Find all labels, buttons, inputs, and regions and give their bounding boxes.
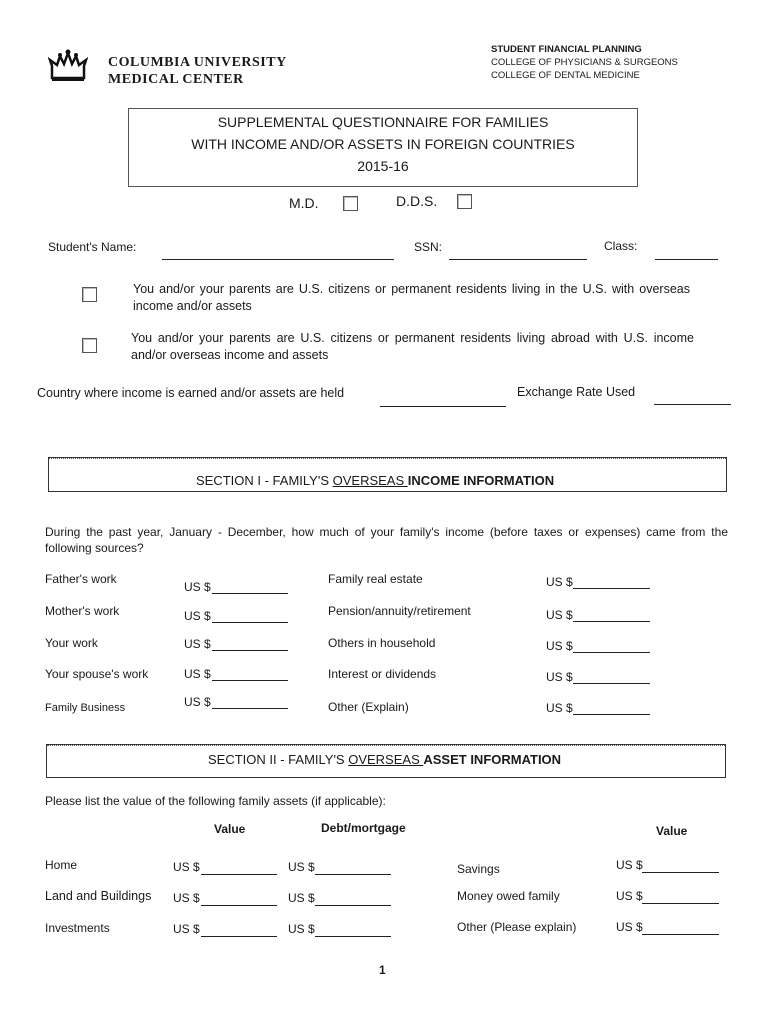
section-1-overseas: OVERSEAS — [332, 473, 408, 488]
currency-label: US $ — [546, 575, 573, 589]
md-checkbox[interactable] — [343, 196, 358, 211]
option-1-checkbox[interactable] — [82, 287, 97, 302]
value-header-2: Value — [656, 824, 688, 838]
country-label: Country where income is earned and/or assets are held — [37, 386, 345, 400]
option-2-text: You and/or your parents are U.S. citizens or permanent residents living abroad with U.S. income and/or overseas income and assets — [131, 331, 694, 362]
value-header: Value — [214, 822, 246, 836]
asset-value-field[interactable] — [201, 905, 277, 906]
income-label: Mother's work — [45, 604, 120, 618]
section-2-prefix: SECTION II - FAMILY'S — [208, 752, 349, 767]
currency-label: US $ — [616, 889, 643, 903]
asset-label: Home — [45, 858, 78, 872]
page-number: 1 — [379, 963, 386, 977]
section-2-bold: ASSET INFORMATION — [423, 752, 562, 767]
income-amount-field[interactable] — [573, 652, 650, 653]
section-1-bold: INCOME INFORMATION — [407, 473, 555, 488]
section-2-overseas: OVERSEAS — [348, 752, 424, 767]
currency-label: US $ — [184, 667, 211, 681]
income-amount-field[interactable] — [212, 593, 288, 594]
income-label: Father's work — [45, 572, 117, 586]
income-label: Interest or dividends — [328, 667, 437, 681]
currency-label: US $ — [184, 609, 211, 623]
country-field[interactable] — [380, 406, 506, 407]
student-name-field[interactable] — [162, 259, 394, 260]
logo-line-2: MEDICAL CENTER — [108, 72, 244, 87]
option-2-checkbox[interactable] — [82, 338, 97, 353]
currency-label: US $ — [546, 608, 573, 622]
currency-label: US $ — [616, 858, 643, 872]
office-name: STUDENT FINANCIAL PLANNING — [491, 44, 642, 55]
currency-label: US $ — [173, 860, 200, 874]
asset-value-field[interactable] — [201, 936, 277, 937]
section-1-title — [196, 473, 554, 488]
exchange-rate-label: Exchange Rate Used — [517, 385, 636, 399]
title-line-1: SUPPLEMENTAL QUESTIONNAIRE FOR FAMILIES — [217, 114, 549, 130]
currency-label: US $ — [184, 637, 211, 651]
class-field[interactable] — [655, 259, 718, 260]
currency-label: US $ — [173, 891, 200, 905]
income-amount-field[interactable] — [573, 683, 650, 684]
section-2-instruction: Please list the value of the following family assets (if applicable): — [45, 794, 386, 808]
title-box — [128, 108, 638, 187]
currency-label: US $ — [173, 922, 200, 936]
income-label: Your spouse's work — [45, 667, 149, 681]
income-label: Pension/annuity/retirement — [328, 604, 471, 618]
crown-icon — [48, 48, 88, 84]
college-2: COLLEGE OF DENTAL MEDICINE — [491, 70, 640, 81]
currency-label: US $ — [616, 920, 643, 934]
income-amount-field[interactable] — [212, 650, 288, 651]
income-label: Your work — [45, 636, 98, 650]
currency-label: US $ — [288, 860, 315, 874]
currency-label: US $ — [288, 922, 315, 936]
asset-debt-field[interactable] — [315, 905, 391, 906]
income-amount-field[interactable] — [212, 622, 288, 623]
columbia-crown-logo — [48, 48, 88, 84]
income-amount-field[interactable] — [573, 621, 650, 622]
title-line-3: 2015-16 — [357, 158, 409, 174]
asset-label: Money owed family — [457, 889, 560, 903]
income-amount-field[interactable] — [573, 714, 650, 715]
exchange-rate-field[interactable] — [654, 404, 731, 405]
currency-label: US $ — [546, 639, 573, 653]
income-amount-field[interactable] — [573, 588, 650, 589]
dds-checkbox[interactable] — [457, 194, 472, 209]
income-label: Family real estate — [328, 572, 423, 586]
income-label: Others in household — [328, 636, 436, 650]
title-line-2: WITH INCOME AND/OR ASSETS IN FOREIGN COUNTRIES — [191, 136, 575, 152]
asset-label: Other (Please explain) — [457, 920, 577, 934]
currency-label: US $ — [546, 670, 573, 684]
asset-label: Land and Buildings — [45, 889, 152, 903]
income-amount-field[interactable] — [212, 708, 288, 709]
ssn-field[interactable] — [449, 259, 587, 260]
student-name-label: Student's Name: — [48, 240, 137, 254]
option-1-text: You and/or your parents are U.S. citizens or permanent residents living in the U.S. with overseas income and/or assets — [133, 282, 690, 313]
dds-label: D.D.S. — [396, 193, 438, 209]
ssn-label: SSN: — [414, 240, 443, 254]
asset-label: Savings — [457, 862, 500, 876]
section-2-title — [208, 752, 561, 767]
currency-label: US $ — [184, 695, 211, 709]
college-1: COLLEGE OF PHYSICIANS & SURGEONS — [491, 57, 678, 68]
income-amount-field[interactable] — [212, 680, 288, 681]
currency-label: US $ — [288, 891, 315, 905]
asset-value-field[interactable] — [642, 872, 719, 873]
debt-header: Debt/mortgage — [321, 821, 406, 835]
section-1-prefix: SECTION I - FAMILY'S — [196, 473, 333, 488]
asset-debt-field[interactable] — [315, 874, 391, 875]
currency-label: US $ — [184, 580, 211, 594]
asset-value-field[interactable] — [642, 934, 719, 935]
md-label: M.D. — [289, 195, 319, 211]
class-label: Class: — [604, 239, 638, 253]
currency-label: US $ — [546, 701, 573, 715]
logo-line-1: COLUMBIA UNIVERSITY — [108, 55, 287, 70]
asset-value-field[interactable] — [642, 903, 719, 904]
asset-debt-field[interactable] — [315, 936, 391, 937]
section-1-question: During the past year, January - December, how much of your family's income (before taxes or expenses) came from the following sources? — [45, 525, 728, 555]
income-label: Other (Explain) — [328, 700, 409, 714]
income-label: Family Business — [45, 702, 126, 714]
asset-value-field[interactable] — [201, 874, 277, 875]
asset-label: Investments — [45, 921, 110, 935]
